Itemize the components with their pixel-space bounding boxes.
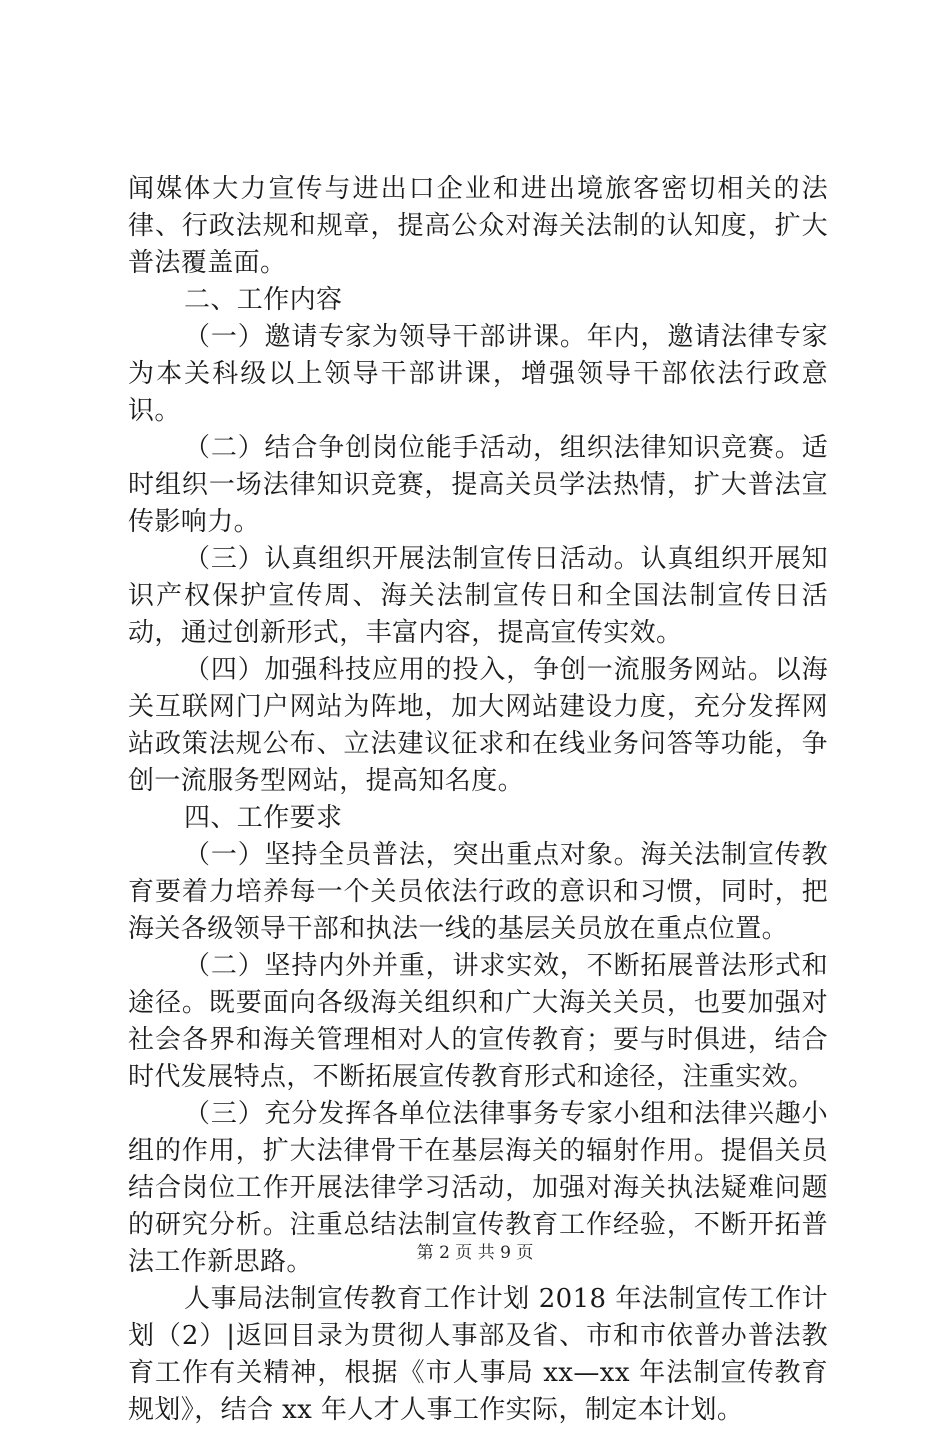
paragraph-plan-intro: 人事局法制宣传教育工作计划 2018 年法制宣传工作计划（2）|返回目录为贯彻人事部及省、市和市依普办普法教育工作有关精神，根据《市人事局 xx—xx 年法制宣传教育规划》，结合 xx 年人才人事工作实际，制定本计划。: [128, 1284, 828, 1425]
paragraph-intro: 闻媒体大力宣传与进出口企业和进出境旅客密切相关的法律、行政法规和规章，提高公众对海关法制的认知度，扩大普法覆盖面。: [128, 174, 828, 278]
page-number-footer: 第 2 页 共 9 页: [416, 1243, 534, 1263]
heading-work-content: 二、工作内容: [184, 285, 343, 315]
paragraph-content-2: （二）结合争创岗位能手活动，组织法律知识竞赛。适时组织一场法律知识竞赛，提高关员学法热情，扩大普法宣传影响力。: [128, 433, 828, 537]
paragraph-content-4: （四）加强科技应用的投入，争创一流服务网站。以海关互联网门户网站为阵地，加大网站建设力度，充分发挥网站政策法规公布、立法建议征求和在线业务问答等功能，争创一流服务型网站，提高知名度。: [128, 655, 828, 796]
paragraph-requirement-1: （一）坚持全员普法，突出重点对象。海关法制宣传教育要着力培养每一个关员依法行政的意识和习惯，同时，把海关各级领导干部和执法一线的基层关员放在重点位置。: [128, 840, 828, 944]
paragraph-requirement-3: （三）充分发挥各单位法律事务专家小组和法律兴趣小组的作用，扩大法律骨干在基层海关的辐射作用。提倡关员结合岗位工作开展法律学习活动，加强对海关执法疑难问题的研究分析。注重总结法制宣传教育工作经验，不断开拓普法工作新思路。: [128, 1099, 828, 1277]
paragraph-requirement-2: （二）坚持内外并重，讲求实效，不断拓展普法形式和途径。既要面向各级海关组织和广大海关关员，也要加强对社会各界和海关管理相对人的宣传教育；要与时俱进，结合时代发展特点，不断拓展宣传教育形式和途径，注重实效。: [128, 951, 828, 1092]
paragraph-content-3: （三）认真组织开展法制宣传日活动。认真组织开展知识产权保护宣传周、海关法制宣传日和全国法制宣传日活动，通过创新形式，丰富内容，提高宣传实效。: [128, 544, 828, 648]
paragraph-content-1: （一）邀请专家为领导干部讲课。年内，邀请法律专家为本关科级以上领导干部讲课，增强领导干部依法行政意识。: [128, 322, 828, 426]
heading-work-requirements: 四、工作要求: [184, 803, 343, 833]
